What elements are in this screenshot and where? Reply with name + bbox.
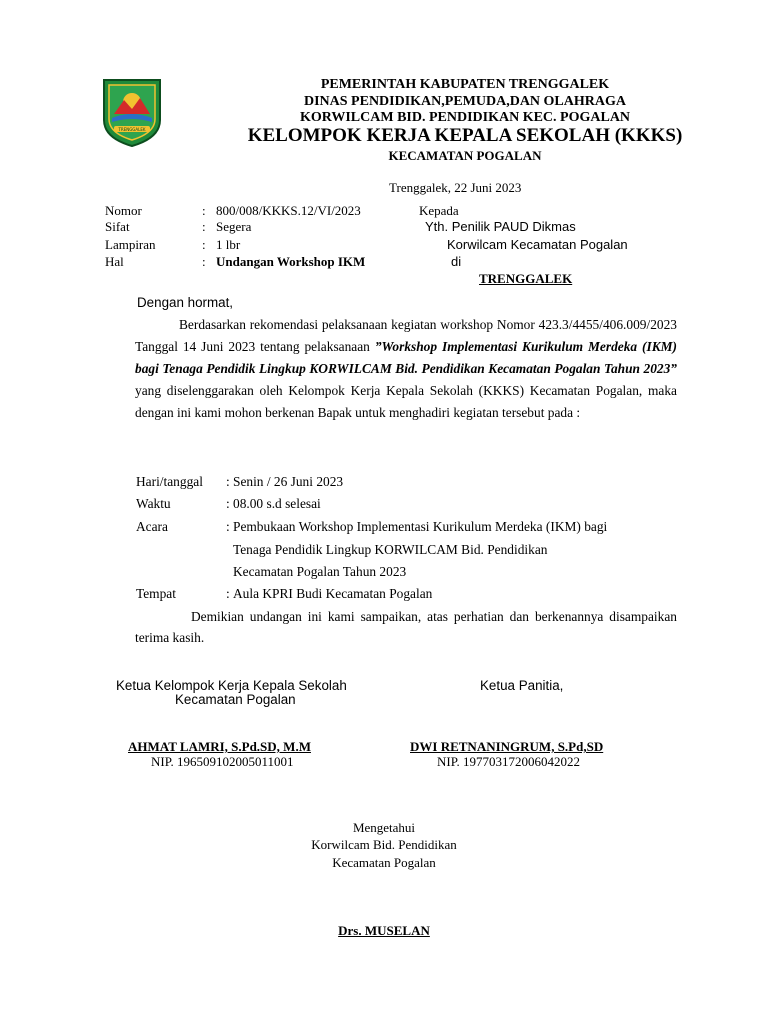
sig-right-name: DWI RETNANINGRUM, S.Pd,SD	[410, 739, 604, 754]
regency-emblem-logo	[100, 76, 164, 148]
meta-value-sifat: Segera	[216, 219, 252, 234]
detail-label-time: Waktu	[136, 496, 171, 511]
detail-sep: :	[226, 474, 230, 489]
meta-label-hal: Hal	[105, 254, 124, 269]
closing-text: Demikian undangan ini kami sampaikan, atas perhatian dan berkenannya disampaikan terima kasih.	[135, 609, 677, 645]
sig-left-name: AHMAT LAMRI, S.Pd.SD, M.M	[128, 739, 311, 754]
ack-label: Mengetahui	[352, 820, 416, 835]
closing-paragraph	[135, 606, 677, 648]
detail-value-date: Senin / 26 Juni 2023	[233, 474, 344, 489]
kop-kkks: KELOMPOK KERJA KEPALA SEKOLAH (KKKS)	[247, 125, 683, 146]
meta-label-lampiran: Lampiran	[105, 237, 156, 252]
meta-sep: :	[202, 203, 206, 218]
body-paragraph	[135, 314, 677, 424]
detail-value-time: 08.00 s.d selesai	[233, 496, 321, 511]
detail-value-place: Aula KPRI Budi Kecamatan Pogalan	[233, 586, 433, 601]
meta-label-sifat: Sifat	[105, 219, 130, 234]
sig-right-title: Ketua Panitia,	[480, 678, 564, 693]
recipient-unit: Korwilcam Kecamatan Pogalan	[447, 237, 628, 252]
recipient-yth: Yth. Penilik PAUD Dikmas	[425, 219, 576, 234]
detail-sep: :	[226, 586, 230, 601]
ack-district: Kecamatan Pogalan	[332, 855, 436, 870]
meta-value-lampiran: 1 lbr	[216, 237, 241, 252]
ack-office: Korwilcam Bid. Pendidikan	[311, 837, 457, 852]
kop-korwilcam: KORWILCAM BID. PENDIDIKAN KEC. POGALAN	[299, 110, 631, 125]
body-event-title: ”Workshop Implementasi Kurikulum Merdeka (IKM) bagi Tenaga Pendidik Lingkup KORWILCAM Bid. Pendidikan Kecamatan Pogalan Tahun 2023”	[135, 339, 677, 377]
sig-right-nip: NIP. 197703172006042022	[437, 754, 581, 769]
meta-value-hal: Undangan Workshop IKM	[216, 254, 366, 269]
meta-label-nomor: Nomor	[105, 203, 142, 218]
detail-sep: :	[226, 496, 230, 511]
salutation: Dengan hormat,	[137, 295, 234, 310]
recipient-city: TRENGGALEK	[479, 271, 573, 286]
meta-sep: :	[202, 254, 206, 269]
detail-value-agenda-cont: Tenaga Pendidik Lingkup KORWILCAM Bid. Pendidikan	[233, 542, 548, 557]
kop-government: PEMERINTAH KABUPATEN TRENGGALEK	[320, 77, 610, 92]
detail-label-date: Hari/tanggal	[136, 474, 203, 489]
sig-left-nip: NIP. 196509102005011001	[151, 754, 294, 769]
sig-left-subtitle: Kecamatan Pogalan	[175, 692, 296, 707]
kop-district: KECAMATAN POGALAN	[388, 148, 542, 163]
meta-sep: :	[202, 219, 206, 234]
kop-department: DINAS PENDIDIKAN,PEMUDA,DAN OLAHRAGA	[303, 94, 626, 109]
meta-value-nomor: 800/008/KKKS.12/VI/2023	[216, 203, 361, 218]
detail-label-agenda: Acara	[136, 519, 168, 534]
detail-value-agenda-cont: Kecamatan Pogalan Tahun 2023	[233, 564, 407, 579]
body-text-1: Berdasarkan rekomendasi pelaksanaan kegiatan workshop Nomor 423.3/4455/406.009/2023 Tanggal 14 Juni 2023 tentang pelaksanaan	[135, 317, 677, 355]
place-date: Trenggalek, 22 Juni 2023	[389, 180, 522, 195]
detail-sep: :	[226, 519, 230, 534]
ack-name: Drs. MUSELAN	[338, 923, 430, 938]
recipient-di: di	[451, 254, 462, 269]
sig-left-title: Ketua Kelompok Kerja Kepala Sekolah	[116, 678, 347, 693]
body-text-2: yang diselenggarakan oleh Kelompok Kerja Kepala Sekolah (KKKS) Kecamatan Pogalan, maka dengan ini kami mohon berkenan Bapak untuk menghadiri kegiatan tersebut pada :	[135, 383, 677, 421]
logo-text: TRENGGALEK	[118, 127, 146, 132]
recipient-kepada: Kepada	[419, 203, 459, 218]
detail-value-agenda: Pembukaan Workshop Implementasi Kurikulum Merdeka (IKM) bagi	[233, 519, 608, 534]
detail-label-place: Tempat	[136, 586, 176, 601]
meta-sep: :	[202, 237, 206, 252]
